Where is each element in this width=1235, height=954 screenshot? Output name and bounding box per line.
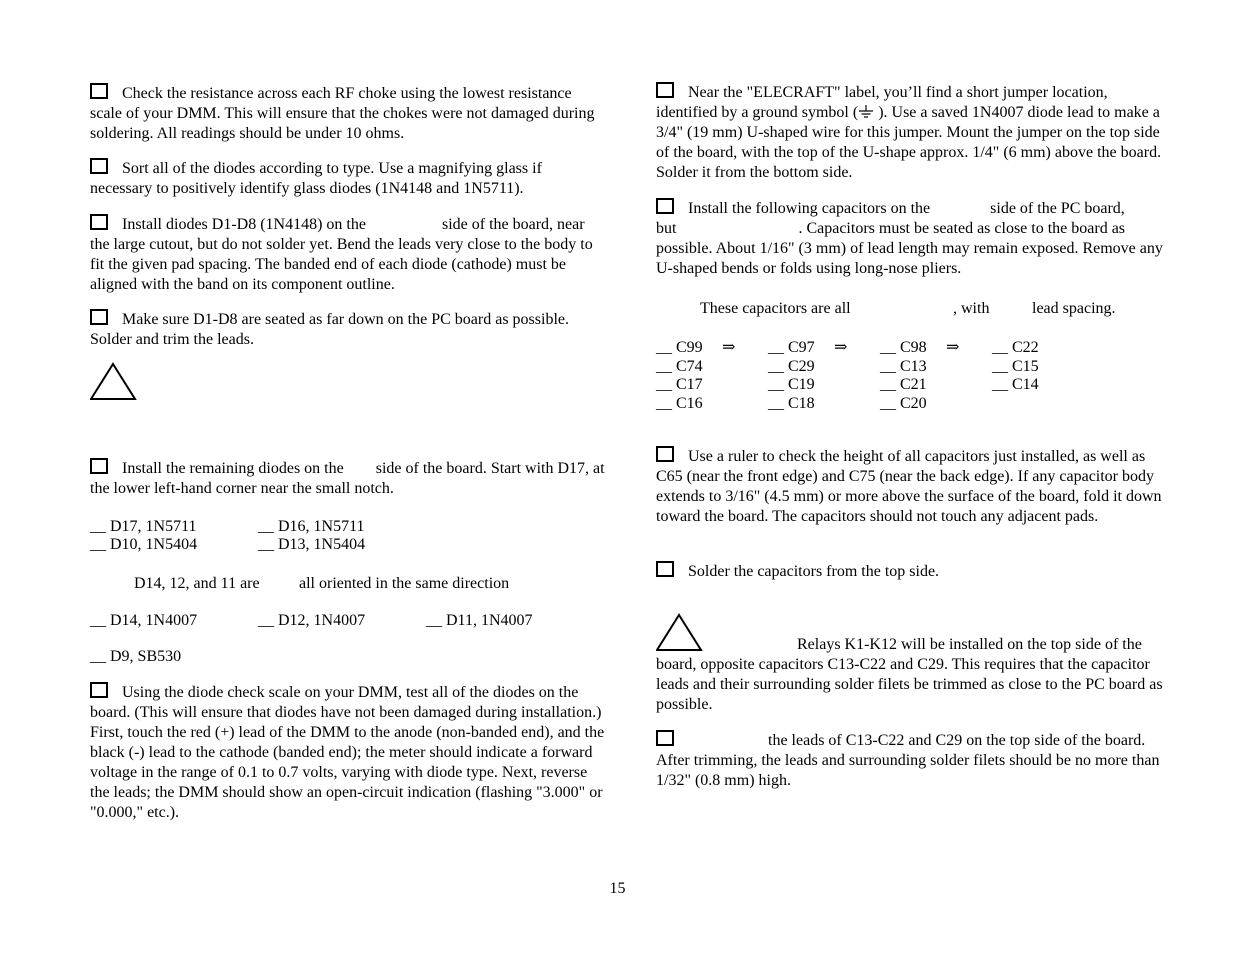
checkbox-icon[interactable] — [90, 158, 108, 174]
step-ground-jumper: Near the "ELECRAFT" label, you’ll find a short jumper location, identified by a ground symbol ( ). Use a saved 1N4007 diode lead to make a 3/4" (19 mm) U-shaped wire for this jumper. Mount the jumper on the top side of the board, with the top of the U-shape approx. 1/4" (6 mm) above the board. Solder it from the bottom side. — [656, 84, 1162, 181]
caution-triangle-icon — [90, 362, 138, 402]
step-sort-diodes: Sort all of the diodes according to type. Use a magnifying glass if necessary to positively identify glass diodes (1N4148 and 1N5711). — [90, 160, 542, 197]
step-seat-d1-d8: Make sure D1-D8 are seated as far down on the PC board as possible. Solder and trim the leads. — [90, 311, 569, 348]
step-solder-capacitors: Solder the capacitors from the top side. — [656, 561, 1171, 582]
right-arrow-icon: ⇒ — [946, 339, 960, 356]
ground-symbol-icon — [858, 104, 874, 120]
capacitor-note-a: These capacitors are all — [700, 300, 851, 317]
page-number: 15 — [609, 880, 626, 897]
relay-caution-text: Relays K1-K12 will be installed on the top side of the board, opposite capacitors C13-C22 and C29. This requires that the capacitor leads and their surrounding solder filets be trimmed as close to the PC board as possible. — [656, 636, 1163, 713]
list-item[interactable]: __ D17, 1N5711 — [90, 518, 197, 535]
step-check-capacitor-height: Use a ruler to check the height of all capacitors just installed, as well as C65 (near the front edge) and C75 (near the back edge). If any capacitor body extends to 3/16" (4.5 mm) or more above the surface of the board, fold it down toward the board. The capacitors should not touch any adjacent pads. — [656, 448, 1162, 525]
checkbox-icon[interactable] — [90, 214, 108, 230]
orientation-note-b: all oriented in the same direction — [299, 575, 510, 592]
checkbox-icon[interactable] — [656, 561, 674, 577]
step-install-d1-d8: Install diodes D1-D8 (1N4148) on the side of the board, near the large cutout, but do not solder yet. Bend the leads very close to the body to fit the given pad spacing. The banded end of each diode (cathode) must be aligned with the band on its component outline. — [90, 216, 593, 293]
list-item[interactable]: __ D16, 1N5711 — [258, 518, 365, 535]
capacitor-list — [656, 339, 1171, 415]
list-item[interactable]: __ C18 — [768, 394, 815, 412]
checkbox-icon[interactable] — [656, 82, 674, 98]
list-item[interactable]: __ C15 — [992, 357, 1039, 375]
diode-list-3 — [90, 648, 605, 668]
list-item[interactable]: __ C98 — [880, 339, 927, 356]
list-item[interactable]: __ C16 — [656, 394, 703, 412]
step-check-rf-chokes: Check the resistance across each RF choke using the lowest resistance scale of your DMM. This will ensure that the chokes were not damaged during soldering. All readings should be under 10 ohms. — [90, 85, 595, 142]
step-test-diodes: Using the diode check scale on your DMM, test all of the diodes on the board. (This will ensure that diodes have not been damaged during installation.) First, touch the red (+) lead of the DMM to the anode (non-banded end), and the black (-) lead to the cathode (banded end); the meter should indicate a forward voltage in the range of 0.1 to 0.7 volts, varying with diode type. Next, reverse the leads; the DMM should show an open-circuit indication (flashing "3.000" or "0.000," etc.). — [90, 684, 605, 821]
list-item[interactable]: __ C14 — [992, 376, 1039, 393]
checkbox-icon[interactable] — [90, 682, 108, 698]
diode-list-2 — [90, 612, 605, 632]
list-item[interactable]: __ C29 — [768, 357, 815, 375]
checkbox-icon[interactable] — [90, 83, 108, 99]
list-item[interactable]: __ C13 — [880, 357, 927, 375]
right-arrow-icon: ⇒ — [834, 339, 848, 356]
checkbox-icon[interactable] — [656, 446, 674, 462]
checkbox-icon[interactable] — [656, 730, 674, 746]
list-item[interactable]: __ C74 — [656, 357, 703, 375]
list-item[interactable]: __ C20 — [880, 394, 927, 412]
step-install-capacitors: Install the following capacitors on the side of the PC board, but . Capacitors must be seated as close to the board as possible. About 1/16" (3 mm) of lead length may remain exposed. Remove any U-shaped bends or folds using long-nose pliers. — [656, 200, 1163, 277]
checkbox-icon[interactable] — [656, 198, 674, 214]
list-item[interactable]: __ C22 — [992, 339, 1039, 356]
list-item[interactable]: __ C19 — [768, 376, 815, 393]
capacitor-note-b: , with — [953, 300, 990, 317]
list-item[interactable]: __ D11, 1N4007 — [426, 612, 533, 629]
step-trim-leads: the leads of C13-C22 and C29 on the top side of the board. After trimming, the leads and surrounding solder filets should be no more than 1/32" (0.8 mm) high. — [656, 732, 1160, 789]
step-install-remaining-diodes: Install the remaining diodes on the side of the board. Start with D17, at the lower left-hand corner near the small notch. — [90, 460, 605, 497]
list-item[interactable]: __ D10, 1N5404 — [90, 536, 198, 553]
list-item[interactable]: __ D13, 1N5404 — [258, 536, 366, 553]
list-item[interactable]: __ D12, 1N4007 — [258, 612, 366, 629]
capacitor-note-c: lead spacing. — [1032, 300, 1116, 317]
right-arrow-icon: ⇒ — [722, 339, 736, 356]
list-item[interactable]: __ D9, SB530 — [90, 648, 182, 665]
list-item[interactable]: __ D14, 1N4007 — [90, 612, 198, 629]
list-item[interactable]: __ C97 — [768, 339, 815, 356]
checkbox-icon[interactable] — [90, 458, 108, 474]
orientation-note-a: D14, 12, and 11 are — [134, 575, 260, 592]
list-item[interactable]: __ C17 — [656, 376, 703, 393]
list-item[interactable]: __ C99 — [656, 339, 703, 356]
checkbox-icon[interactable] — [90, 309, 108, 325]
list-item[interactable]: __ C21 — [880, 376, 927, 393]
diode-list-1 — [90, 518, 605, 558]
